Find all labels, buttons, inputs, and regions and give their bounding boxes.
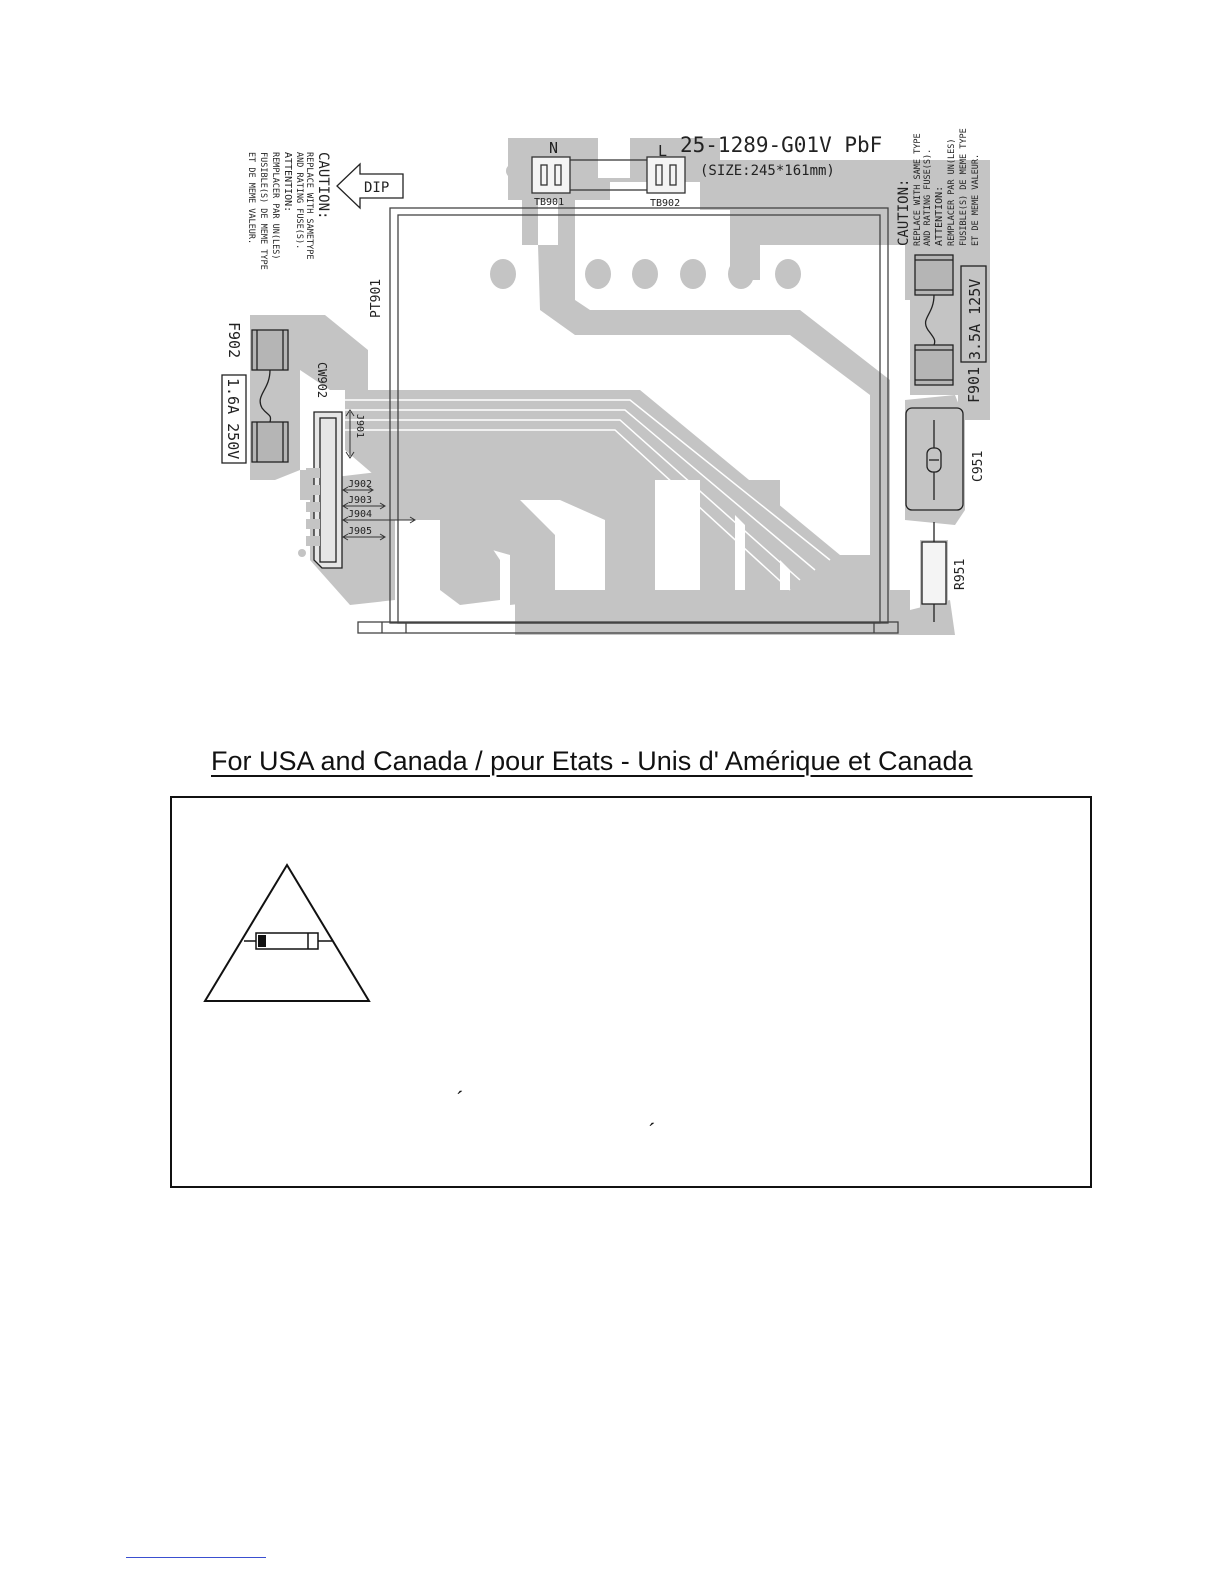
j905-label: J905 <box>348 526 373 537</box>
tb902-label: TB902 <box>650 198 681 209</box>
caution-right-line: ATTENTION: <box>934 185 945 246</box>
caution-left-line: ATTENTION: <box>282 152 293 213</box>
copper-pours <box>250 138 990 635</box>
fuse-warning-triangle-icon <box>202 863 372 1005</box>
f902-label: F902 <box>225 322 243 359</box>
caution-right-line: REMPLACER PAR UN(LES) <box>947 138 957 246</box>
caution-left <box>246 152 331 270</box>
connector-cw902 <box>306 412 342 568</box>
cw902-label: CW902 <box>315 362 329 399</box>
c951-label: C951 <box>971 450 986 482</box>
accent-mark: ˊ <box>648 1118 656 1143</box>
caution-right-line: AND RATING FUSE(S). <box>923 148 933 246</box>
pcb-layout-diagram <box>0 0 1224 740</box>
r951-label: R951 <box>953 558 968 590</box>
caution-left-title: CAUTION: <box>315 152 331 220</box>
caution-left-line: REMPLACER PAR UN(LES) <box>270 152 280 260</box>
terminal-n-label: N <box>549 139 559 157</box>
board-size-label: (SIZE:245*161mm) <box>700 163 835 179</box>
fuse-warning-box <box>170 796 1092 1188</box>
f902-rating-label: 1.6A 250V <box>224 378 242 460</box>
f901-rating-label: 3.5A 125V <box>966 278 984 360</box>
j903-label: J903 <box>348 495 373 506</box>
footer-rule <box>126 1557 266 1558</box>
caution-right-line: REPLACE WITH SAME TYPE <box>913 133 923 246</box>
part-number-label: 25-1289-G01V PbF <box>680 133 883 157</box>
caution-right <box>896 128 981 246</box>
caution-right-line: ET DE MEME VALEUR. <box>971 153 981 246</box>
j904-label: J904 <box>348 509 373 520</box>
caution-left-line: FUSIBLE(S) DE MEME TYPE <box>258 152 268 270</box>
caution-left-line: AND RATING FUSE(S). <box>294 152 304 250</box>
terminal-l-label: L <box>658 142 668 160</box>
f901-label: F901 <box>965 366 983 403</box>
tb901-label: TB901 <box>534 197 565 208</box>
dip-label: DIP <box>364 180 390 196</box>
caution-right-line: FUSIBLE(S) DE MEME TYPE <box>959 128 969 246</box>
caution-left-line: ET DE MEME VALEUR. <box>246 152 256 245</box>
j902-label: J902 <box>348 479 373 490</box>
accent-mark: ˊ <box>456 1086 464 1111</box>
usa-canada-title: For USA and Canada / pour Etats - Unis d' Amérique et Canada <box>211 746 973 776</box>
j901-label: J901 <box>354 414 365 439</box>
pt901-label: PT901 <box>369 278 384 318</box>
caution-right-title: CAUTION: <box>896 178 912 246</box>
caution-left-line: REPLACE WITH SAMETYPE <box>304 152 314 260</box>
